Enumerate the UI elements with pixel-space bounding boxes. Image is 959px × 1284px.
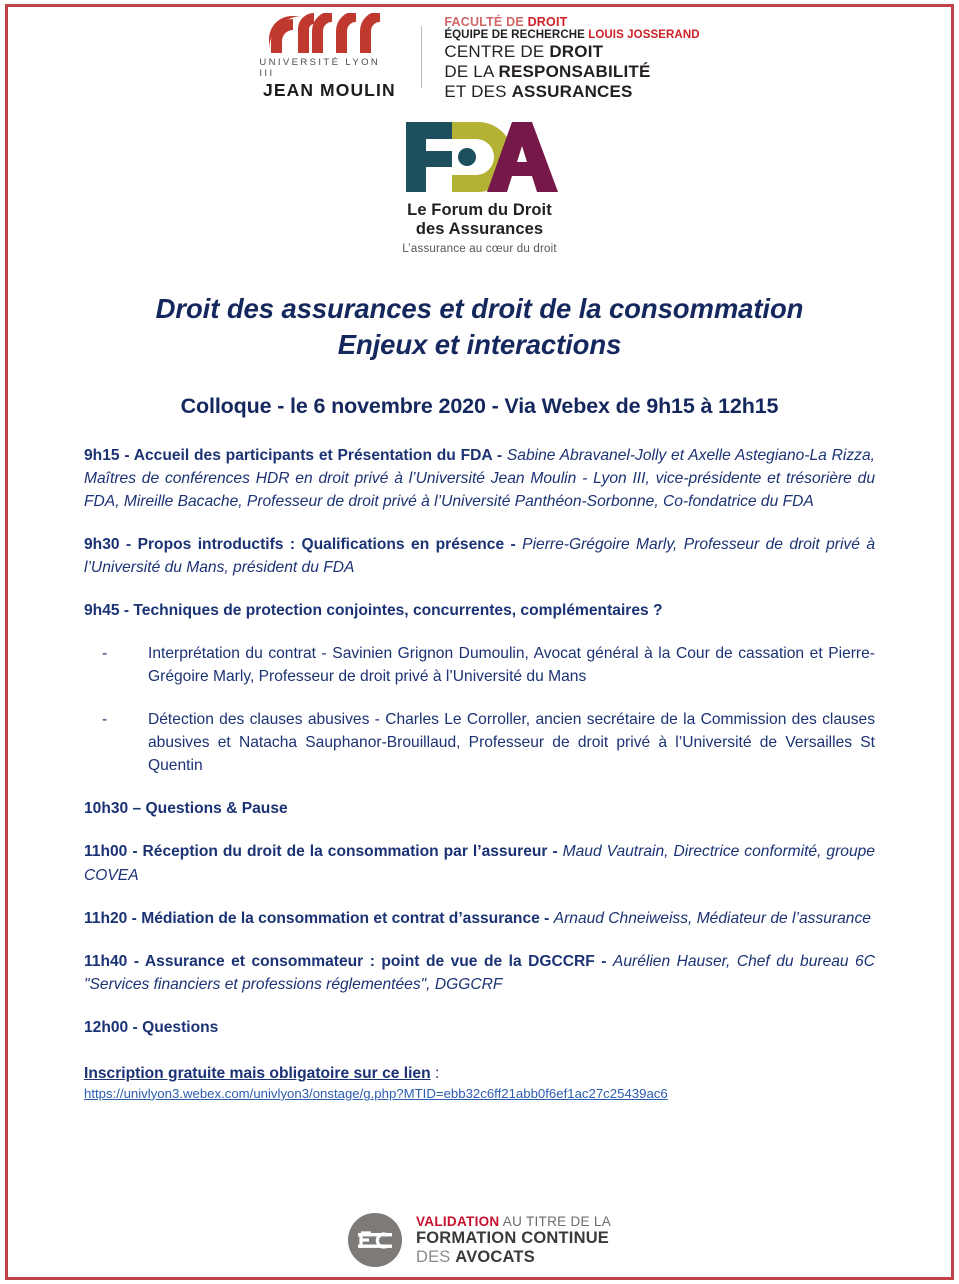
bullet-dash-icon: -	[102, 711, 108, 729]
faculty-line5-thin: ET DES	[444, 81, 512, 101]
programme-section-heading: 10h30 – Questions & Pause	[84, 800, 288, 818]
faculty-line4-thin: DE LA	[444, 62, 499, 82]
faculty-line2-red: LOUIS JOSSERAND	[588, 29, 700, 42]
programme-item	[84, 533, 875, 579]
programme-item	[84, 444, 875, 513]
faculty-line-2	[444, 29, 699, 42]
fda-title-line-1: Le Forum du Droit	[407, 201, 552, 219]
programme-list	[84, 444, 875, 1039]
programme-sub-item	[84, 642, 875, 688]
programme-section-heading: 12h00 - Questions	[84, 1018, 219, 1036]
faculty-line5-bold: ASSURANCES	[511, 81, 633, 101]
programme-item-speakers: Arnaud Chneiweiss, Médiateur de l’assurance	[553, 909, 871, 927]
lyon3-m-arcs-logo-icon	[265, 13, 393, 53]
header-logo-bar	[84, 0, 875, 100]
programme-sub-item-speakers: Savinien Grignon Dumoulin, Avocat général à la Cour de cassation et Pierre-Grégoire Marly, Professeur de droit privé à l’Université du Mans	[148, 645, 875, 686]
university-lyon3-logo	[259, 13, 399, 101]
programme-sub-item-lead: Interprétation du contrat -	[148, 645, 333, 662]
programme-item-speakers: Sabine Abravanel-Jolly et Axelle Astegiano-La Rizza, Maîtres de conférences HDR en droit privé à l’Université Jean Moulin - Lyon III, vice-présidente et trésorière du FDA, Mireille Bacache, Professeur de droit privé à l’Université Panthéon-Sorbonne, Co-fondatrice du FDA	[84, 446, 875, 510]
footer-line-2: FORMATION CONTINUE	[415, 1229, 610, 1248]
faculty-line3-thin: CENTRE DE	[444, 42, 550, 62]
programme-section-heading: 9h45 - Techniques de protection conjointes, concurrentes, complémentaires ?	[84, 601, 663, 619]
faculty-line4-bold: RESPONSABILITÉ	[498, 62, 651, 82]
programme-sub-item-lead: Détection des clauses abusives -	[148, 711, 386, 729]
faculty-line-3	[444, 42, 699, 62]
footer-line3-light: DES	[415, 1247, 456, 1266]
programme-item-lead: 9h30 - Propos introductifs : Qualifications en présence -	[84, 535, 523, 553]
programme-sub-item-body	[148, 642, 875, 688]
event-subtitle: Colloque - le 6 novembre 2020 - Via Webex de 9h15 à 12h15	[180, 393, 779, 418]
fda-title-line-2: des Assurances	[415, 219, 544, 238]
registration-label: Inscription gratuite mais obligatoire sur ce lien	[84, 1064, 431, 1082]
faculty-line-5	[444, 82, 699, 102]
faculty-line-1	[444, 15, 699, 30]
programme-item	[84, 950, 875, 996]
programme-item-speakers: Maud Vautrain, Directrice conformité, groupe COVEA	[84, 843, 875, 884]
programme-item-lead: 11h40 - Assurance et consommateur : point de vue de la DGCCRF -	[84, 952, 613, 970]
programme-item-speakers: Pierre-Grégoire Marly, Professeur de droit privé à l’Université du Mans, président du FDA	[84, 535, 875, 576]
registration-colon: :	[430, 1064, 440, 1082]
fda-tagline: L’assurance au cœur du droit	[402, 242, 557, 255]
footer-line-1	[416, 1214, 611, 1229]
faculty-line1-soft: FACULTÉ DE	[444, 14, 528, 29]
programme-item-lead: 9h15 - Accueil des participants et Présentation du FDA -	[84, 446, 507, 464]
page-title-line-1: Droit des assurances et droit de la consommation	[155, 292, 804, 324]
fda-title	[407, 201, 552, 239]
faculty-line1-bold: DROIT	[527, 14, 568, 29]
bullet-dash-icon: -	[102, 645, 108, 662]
programme-item	[84, 907, 875, 930]
logo-divider	[421, 26, 422, 88]
programme-sublist	[84, 642, 875, 777]
fda-monogram-logo-icon	[400, 118, 560, 196]
registration-block	[84, 1065, 875, 1103]
programme-item-lead: 11h20 - Médiation de la consommation et contrat d’assurance -	[84, 909, 554, 927]
university-tagline: UNIVERSITÉ LYON III	[259, 57, 381, 79]
footer-certification-badge	[0, 1213, 959, 1267]
programme-item-speakers: Aurélien Hauser, Chef du bureau 6C "Services financiers et professions réglementées", DGGCRF	[84, 952, 875, 993]
footer-text-block	[416, 1214, 611, 1266]
registration-label-line	[84, 1065, 875, 1083]
fc-circle-logo-icon	[348, 1213, 402, 1267]
page-title	[84, 291, 875, 364]
footer-line1-red: VALIDATION	[415, 1213, 500, 1229]
university-name: JEAN MOULIN	[263, 80, 396, 100]
programme-sub-item	[84, 708, 875, 777]
programme-sub-item-speakers: Charles Le Corroller, ancien secrétaire de la Commission des clauses abusives et Natacha Sauphanor-Brouillaud, Professeur de droit privé à l’Université de Versailles St Quentin	[148, 711, 875, 775]
registration-link[interactable]: https://univlyon3.webex.com/univlyon3/onstage/g.php?MTID=ebb32c6ff21abb0f6ef1ac27c25439ac6	[84, 1085, 668, 1101]
faculty-research-center-block	[444, 13, 699, 102]
programme-item	[84, 840, 875, 886]
fda-logo-block	[84, 118, 875, 255]
footer-line-3	[416, 1248, 611, 1266]
footer-line3-bold: AVOCATS	[455, 1247, 535, 1266]
footer-line1-gray: AU TITRE DE LA	[499, 1213, 612, 1229]
faculty-line2-dark: ÉQUIPE DE RECHERCHE	[444, 29, 589, 42]
faculty-line-4	[444, 62, 699, 82]
faculty-line3-bold: DROIT	[549, 42, 604, 62]
programme-sub-item-body	[148, 708, 875, 777]
page-title-line-2: Enjeux et interactions	[337, 329, 622, 361]
programme-item-lead: 11h00 - Réception du droit de la consommation par l’assureur -	[84, 843, 563, 861]
